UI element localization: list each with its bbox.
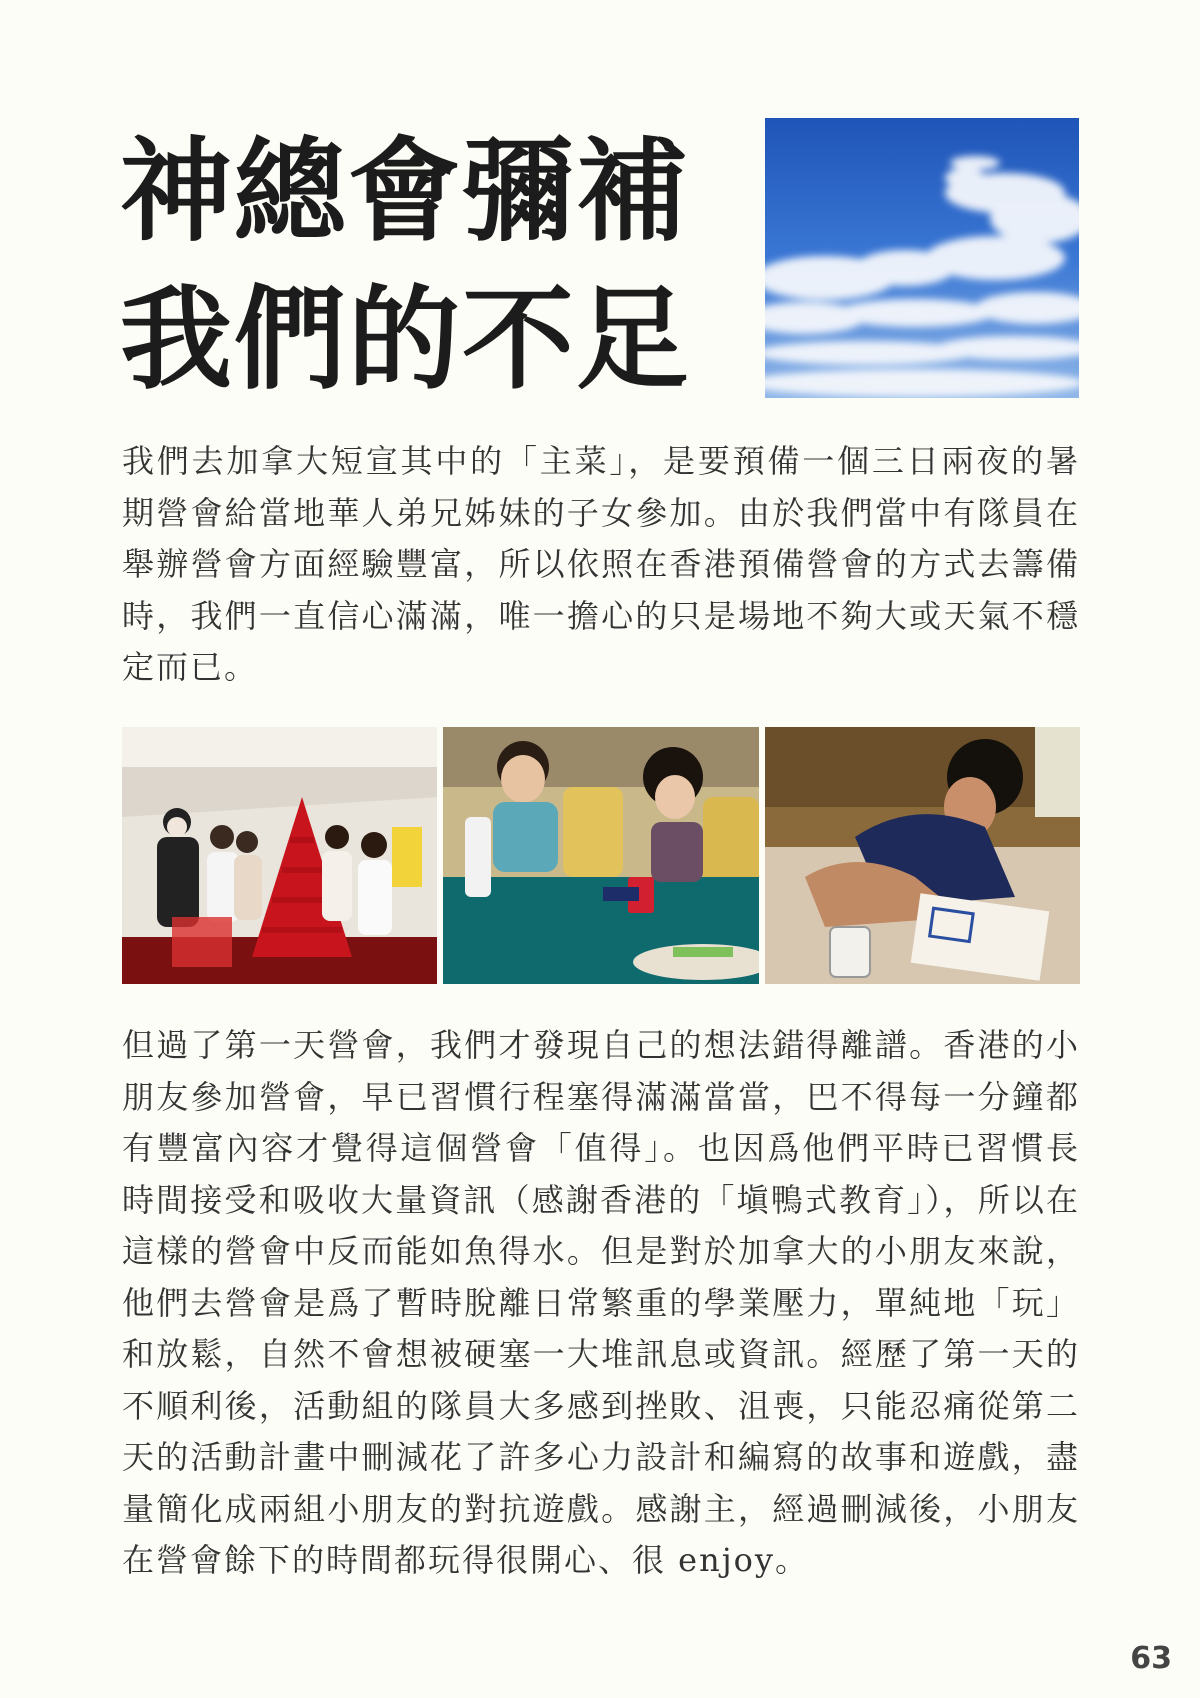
sky-photo bbox=[765, 118, 1079, 398]
photo-cup-pyramid bbox=[122, 727, 437, 984]
title-line-1: 神總會彌補 bbox=[120, 126, 690, 257]
paragraph-2: 但過了第一天營會，我們才發現自己的想法錯得離譜。香港的小朋友參加營會，早已習慣行程塞得滿滿當當，巴不得每一分鐘都有豐富內容才覺得這個營會「值得」。也因爲他們平時已習慣長時間接受和吸收大量資訊（感謝香港的「塡鴨式教育」），所以在這樣的營會中反而能如魚得水。但是對於加拿大的小朋友來說，他們去營會是爲了暫時脫離日常繁重的學業壓力，單純地「玩」和放鬆，自然不會想被硬塞一大堆訊息或資訊。經歷了第一天的不順利後，活動組的隊員大多感到挫敗、沮喪，只能忍痛從第二天的活動計畫中刪減花了許多心力設計和編寫的故事和遊戲，盡量簡化成兩組小朋友的對抗遊戲。感謝主，經過刪減後，小朋友在營會餘下的時間都玩得很開心、很 enjoy。 bbox=[122, 1026, 1080, 1579]
page-number: 63 bbox=[1130, 1641, 1172, 1676]
article-title bbox=[120, 118, 700, 414]
photo-girls-at-table bbox=[443, 727, 758, 984]
photo-boy-writing bbox=[765, 727, 1080, 984]
title-line-2: 我們的不足 bbox=[120, 274, 690, 405]
paragraph-1: 我們去加拿大短宣其中的「主菜」，是要預備一個三日兩夜的暑期營會給當地華人弟兄姊妹的子女參加。由於我們當中有隊員在舉辦營會方面經驗豐富，所以依照在香港預備營會的方式去籌備時，我們一直信心滿滿，唯一擔心的只是場地不夠大或天氣不穩定而已。 bbox=[122, 442, 1080, 686]
photo-strip bbox=[122, 727, 1080, 984]
